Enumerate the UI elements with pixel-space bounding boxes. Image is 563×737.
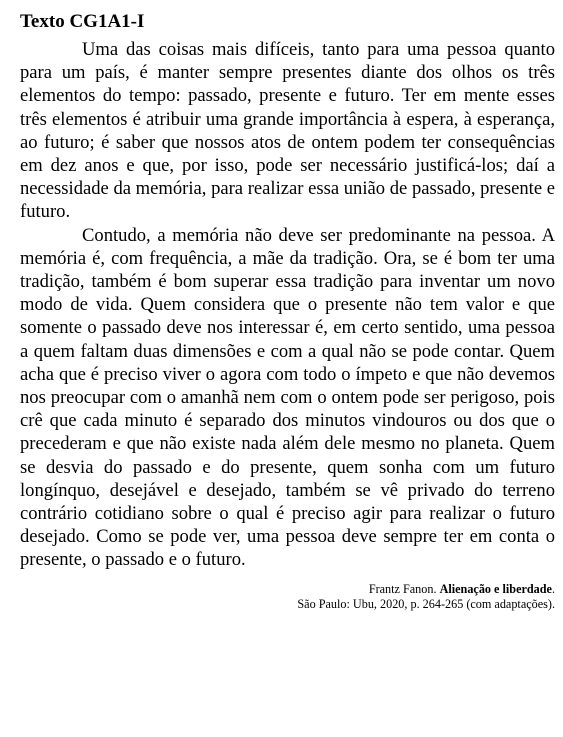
source-line-1 [20, 582, 555, 597]
document-page [20, 10, 555, 612]
paragraph-2: Contudo, a memória não deve ser predominante na pessoa. A memória é, com frequência, a mãe da tradição. Ora, se é bom ter uma tradição, também é bom superar essa tradição para inventar um novo modo de vida. Quem considera que o presente não tem valor e que somente o passado deve nos interessar é, em certo sentido, uma pessoa a quem faltam duas dimensões e com a qual não se pode contar. Quem acha que é preciso viver o agora com todo o ímpeto e que não devemos nos preocupar com o amanhã nem com o ontem pode ser perigoso, pois crê que cada minuto é separado dos minutos vindouros ou dos que o precederam e que não existe nada além dele mesmo no planeta. Quem se desvia do passado e do presente, quem sonha com um futuro longínquo, desejável e desejado, também se vê privado do terreno contrário cotidiano sobre o qual é preciso agir para realizar o futuro desejado. Como se pode ver, uma pessoa deve sempre ter em conta o presente, o passado e o futuro. [20, 224, 555, 571]
paragraph-1: Uma das coisas mais difíceis, tanto para uma pessoa quanto para um país, é manter sempre presentes diante dos olhos os três elementos do tempo: passado, presente e futuro. Ter em mente esses três elementos é atribuir uma grande importância à espera, à esperança, ao futuro; é saber que nossos atos de ontem podem ter consequências em dez anos e que, por isso, pode ser necessário justificá-los; daí a necessidade da memória, para realizar essa união de passado, presente e futuro. [20, 39, 555, 223]
source-author: Frantz Fanon. [368, 581, 440, 596]
source-citation [20, 582, 555, 612]
document-title: Texto CG1A1-I [20, 11, 145, 32]
source-book-period: . [551, 581, 555, 596]
source-publication: São Paulo: Ubu, 2020, p. 264-265 (com adaptações). [297, 596, 555, 611]
source-book-title: Alienação e liberdade [439, 581, 552, 596]
